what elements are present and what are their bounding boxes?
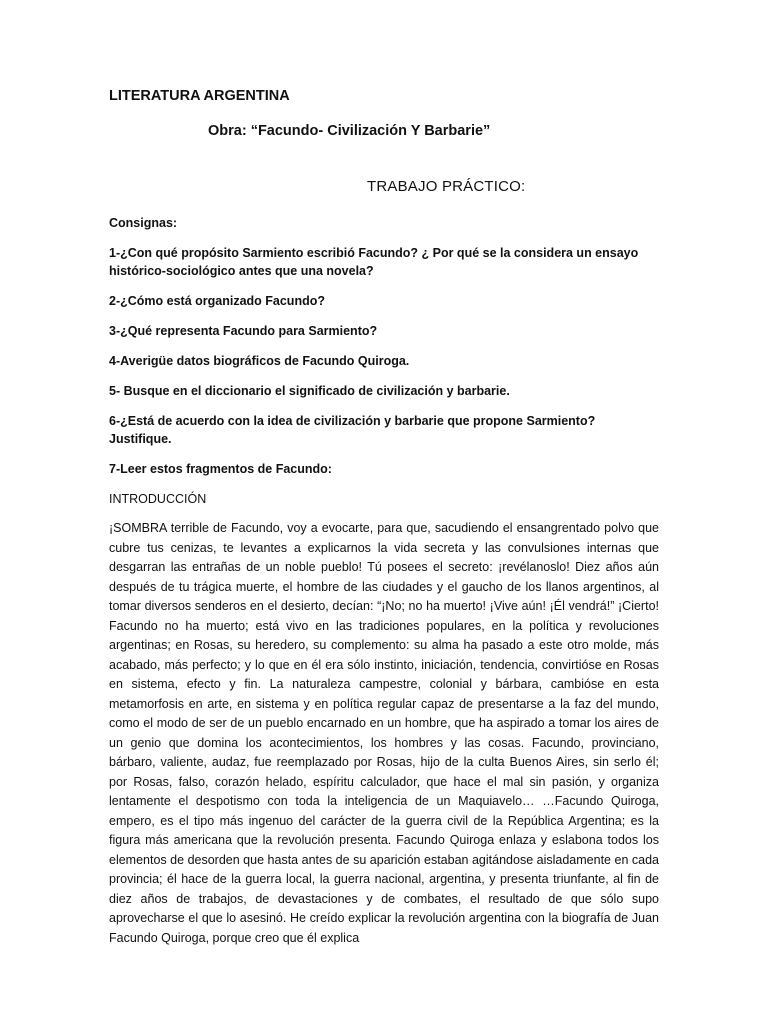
- question-5: 5- Busque en el diccionario el significado de civilización y barbarie.: [109, 384, 510, 398]
- question-4: 4-Averigüe datos biográficos de Facundo Quiroga.: [109, 354, 410, 368]
- section-heading-introduccion: INTRODUCCIÓN: [109, 492, 207, 506]
- course-title: LITERATURA ARGENTINA: [109, 88, 290, 104]
- intro-paragraph: ¡SOMBRA terrible de Facundo, voy a evocarte, para que, sacudiendo el ensangrentado polvo que cubre tus cenizas, te levantes a explicarnos la vida secreta y las convulsiones internas que desgarran las entrañas de un noble pueblo! Tú posees el secreto: ¡revélanoslo! Diez años aún después de tu trágica muerte, el hombre de las ciudades y el gaucho de los llanos argentinos, al tomar diversos senderos en el desierto, decían: “¡No; no ha muerto! ¡Vive aún! ¡Él vendrá!” ¡Cierto! Facundo no ha muerto; está vivo en las tradiciones populares, en la política y revoluciones argentinas; en Rosas, su heredero, su complemento: su alma ha pasado a este otro molde, más acabado, más perfecto; y lo que en él era sólo instinto, iniciación, tendencia, convirtióse en Rosas en sistema, efecto y fin. La naturaleza campestre, colonial y bárbara, cambióse en esta metamorfosis en arte, en sistema y en política regular capaz de presentarse a la faz del mundo, como el modo de ser de un pueblo encarnado en un hombre, que ha aspirado a tomar los aires de un genio que domina los acontecimientos, los hombres y las cosas. Facundo, provinciano, bárbaro, valiente, audaz, fue reemplazado por Rosas, hijo de la culta Buenos Aires, sin serlo él; por Rosas, falso, corazón helado, espíritu calculador, que hace el mal sin pasión, y organiza lentamente el despotismo con toda la inteligencia de un Maquiavelo… …Facundo Quiroga, empero, es el tipo más ingenuo del carácter de la guerra civil de la República Argentina; es la figura más americana que la revolución presenta. Facundo Quiroga enlaza y eslabona todos los elementos de desorden que hasta antes de su aparición estaban agitándose aisladamente en cada provincia; él hace de la guerra local, la guerra nacional, argentina, y presenta triunfante, al fin de diez años de trabajos, de devastaciones y de combates, el resultado de que sólo supo aprovecharse el que lo asesinó. He creído explicar la revolución argentina con la biografía de Juan Facundo Quiroga, porque creo que él explica: [109, 521, 659, 945]
- question-1: 1-¿Con qué propósito Sarmiento escribió Facundo? ¿ Por qué se la considera un ensayo histórico-sociológico antes que una novela?: [109, 246, 639, 278]
- consignas-label: Consignas:: [109, 216, 178, 230]
- question-2: 2-¿Cómo está organizado Facundo?: [109, 294, 325, 308]
- question-3: 3-¿Qué representa Facundo para Sarmiento?: [109, 324, 378, 338]
- question-7: 7-Leer estos fragmentos de Facundo:: [109, 462, 332, 476]
- work-title: Obra: “Facundo- Civilización Y Barbarie”: [208, 123, 491, 139]
- question-6: 6-¿Está de acuerdo con la idea de civilización y barbarie que propone Sarmiento? Justifique.: [109, 414, 596, 446]
- assignment-title: TRABAJO PRÁCTICO:: [367, 178, 526, 195]
- document-body: [109, 214, 659, 948]
